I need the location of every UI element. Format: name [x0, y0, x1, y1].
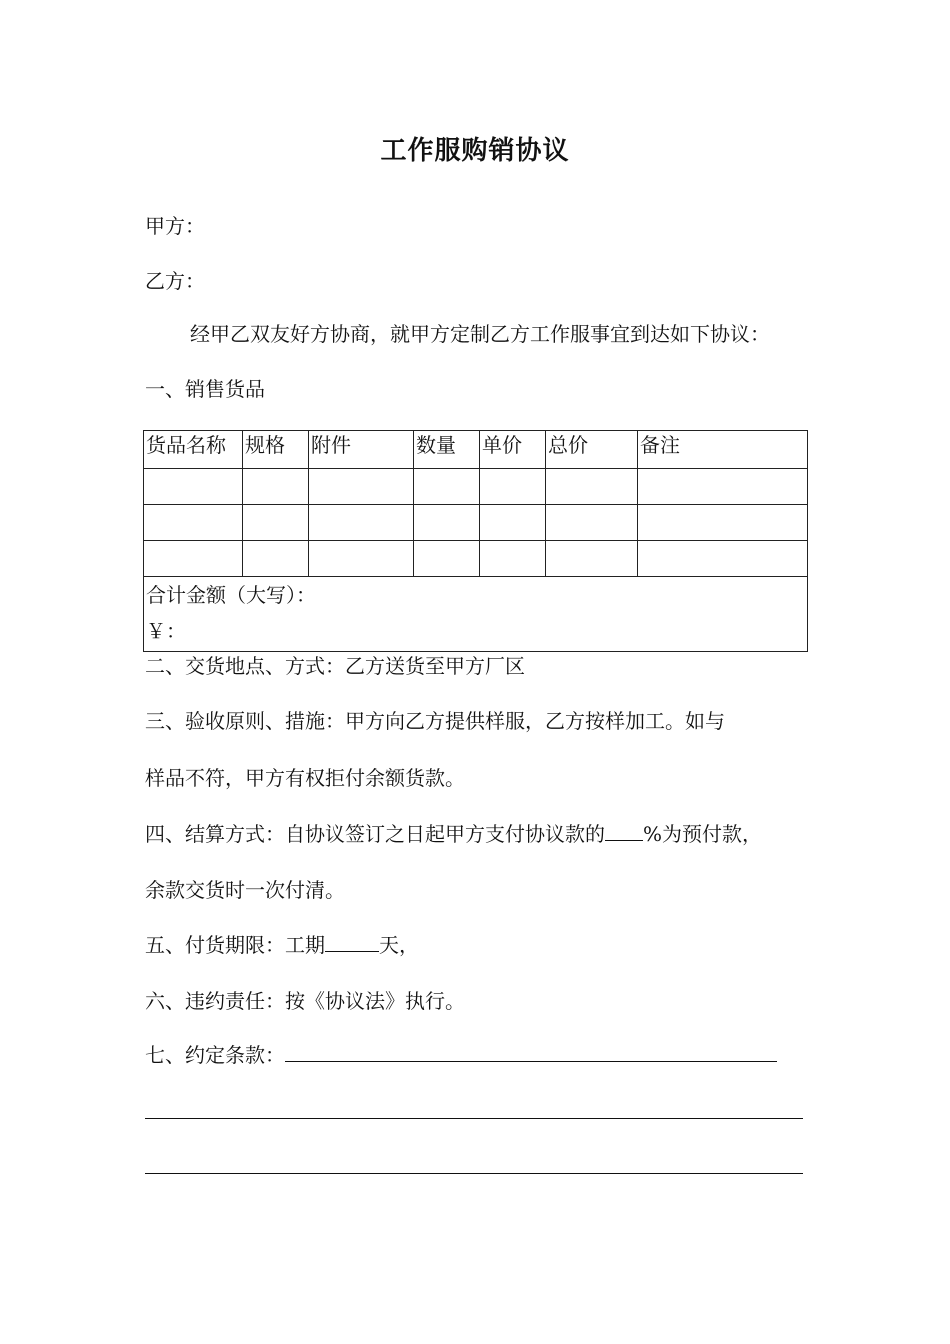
section-4-line-1	[145, 820, 762, 848]
section-3-line-1: 三、验收原则、措施：甲方向乙方提供样服，乙方按样加工。如与	[145, 709, 725, 733]
table-cell[interactable]	[414, 541, 480, 577]
table-cell[interactable]	[480, 541, 546, 577]
header-remarks: 备注	[638, 431, 808, 469]
prepay-percent-blank[interactable]	[605, 820, 643, 841]
work-period-blank[interactable]	[325, 931, 379, 952]
table-cell[interactable]	[480, 505, 546, 541]
table-row	[144, 469, 808, 505]
table-cell[interactable]	[414, 505, 480, 541]
section-7-text	[145, 1041, 777, 1069]
table-cell[interactable]	[144, 541, 243, 577]
agreed-terms-line-2[interactable]	[145, 1118, 803, 1119]
total-amount-label: 合计金额（大写）：	[146, 583, 316, 607]
section-7-label: 七、约定条款：	[145, 1043, 285, 1067]
table-cell[interactable]	[638, 469, 808, 505]
table-cell[interactable]	[243, 469, 309, 505]
table-cell[interactable]	[309, 469, 414, 505]
section-2-text: 二、交货地点、方式：乙方送货至甲方厂区	[145, 654, 525, 678]
table-cell[interactable]	[546, 505, 638, 541]
intro-paragraph: 经甲乙双友好方协商，就甲方定制乙方工作服事宜到达如下协议：	[190, 322, 770, 346]
table-cell[interactable]	[144, 469, 243, 505]
agreed-terms-line-3[interactable]	[145, 1173, 803, 1174]
total-yen-label: ￥：	[146, 619, 186, 643]
party-b-label: 乙方：	[145, 269, 205, 293]
table-row	[144, 541, 808, 577]
header-total-price: 总价	[546, 431, 638, 469]
table-cell[interactable]	[309, 541, 414, 577]
section-5-text	[145, 931, 419, 959]
table-cell[interactable]	[480, 469, 546, 505]
total-amount-cell[interactable]	[144, 577, 808, 652]
table-header-row	[144, 431, 808, 469]
party-a-label: 甲方：	[145, 214, 205, 238]
header-goods-name: 货品名称	[144, 431, 243, 469]
document-title: 工作服购销协议	[380, 136, 570, 166]
table-cell[interactable]	[144, 505, 243, 541]
section-4-suffix: %为预付款，	[643, 822, 763, 846]
section-4-line-2: 余款交货时一次付清。	[145, 878, 345, 902]
table-cell[interactable]	[414, 469, 480, 505]
table-cell[interactable]	[638, 541, 808, 577]
section-4-prefix: 四、结算方式：自协议签订之日起甲方支付协议款的	[145, 822, 605, 846]
header-quantity: 数量	[414, 431, 480, 469]
table-cell[interactable]	[243, 541, 309, 577]
table-cell[interactable]	[546, 541, 638, 577]
table-cell[interactable]	[243, 505, 309, 541]
table-cell[interactable]	[546, 469, 638, 505]
table-total-row	[144, 577, 808, 652]
section-5-prefix: 五、付货期限：工期	[145, 933, 325, 957]
header-unit-price: 单价	[480, 431, 546, 469]
agreed-terms-blank[interactable]	[285, 1041, 777, 1062]
table-cell[interactable]	[638, 505, 808, 541]
header-accessory: 附件	[309, 431, 414, 469]
section-3-line-2: 样品不符，甲方有权拒付余额货款。	[145, 766, 465, 790]
table-row	[144, 505, 808, 541]
section-5-suffix: 天，	[379, 933, 419, 957]
goods-table	[143, 430, 808, 652]
header-spec: 规格	[243, 431, 309, 469]
table-cell[interactable]	[309, 505, 414, 541]
section-6-text: 六、违约责任：按《协议法》执行。	[145, 989, 465, 1013]
section-1-heading: 一、销售货品	[145, 377, 265, 401]
